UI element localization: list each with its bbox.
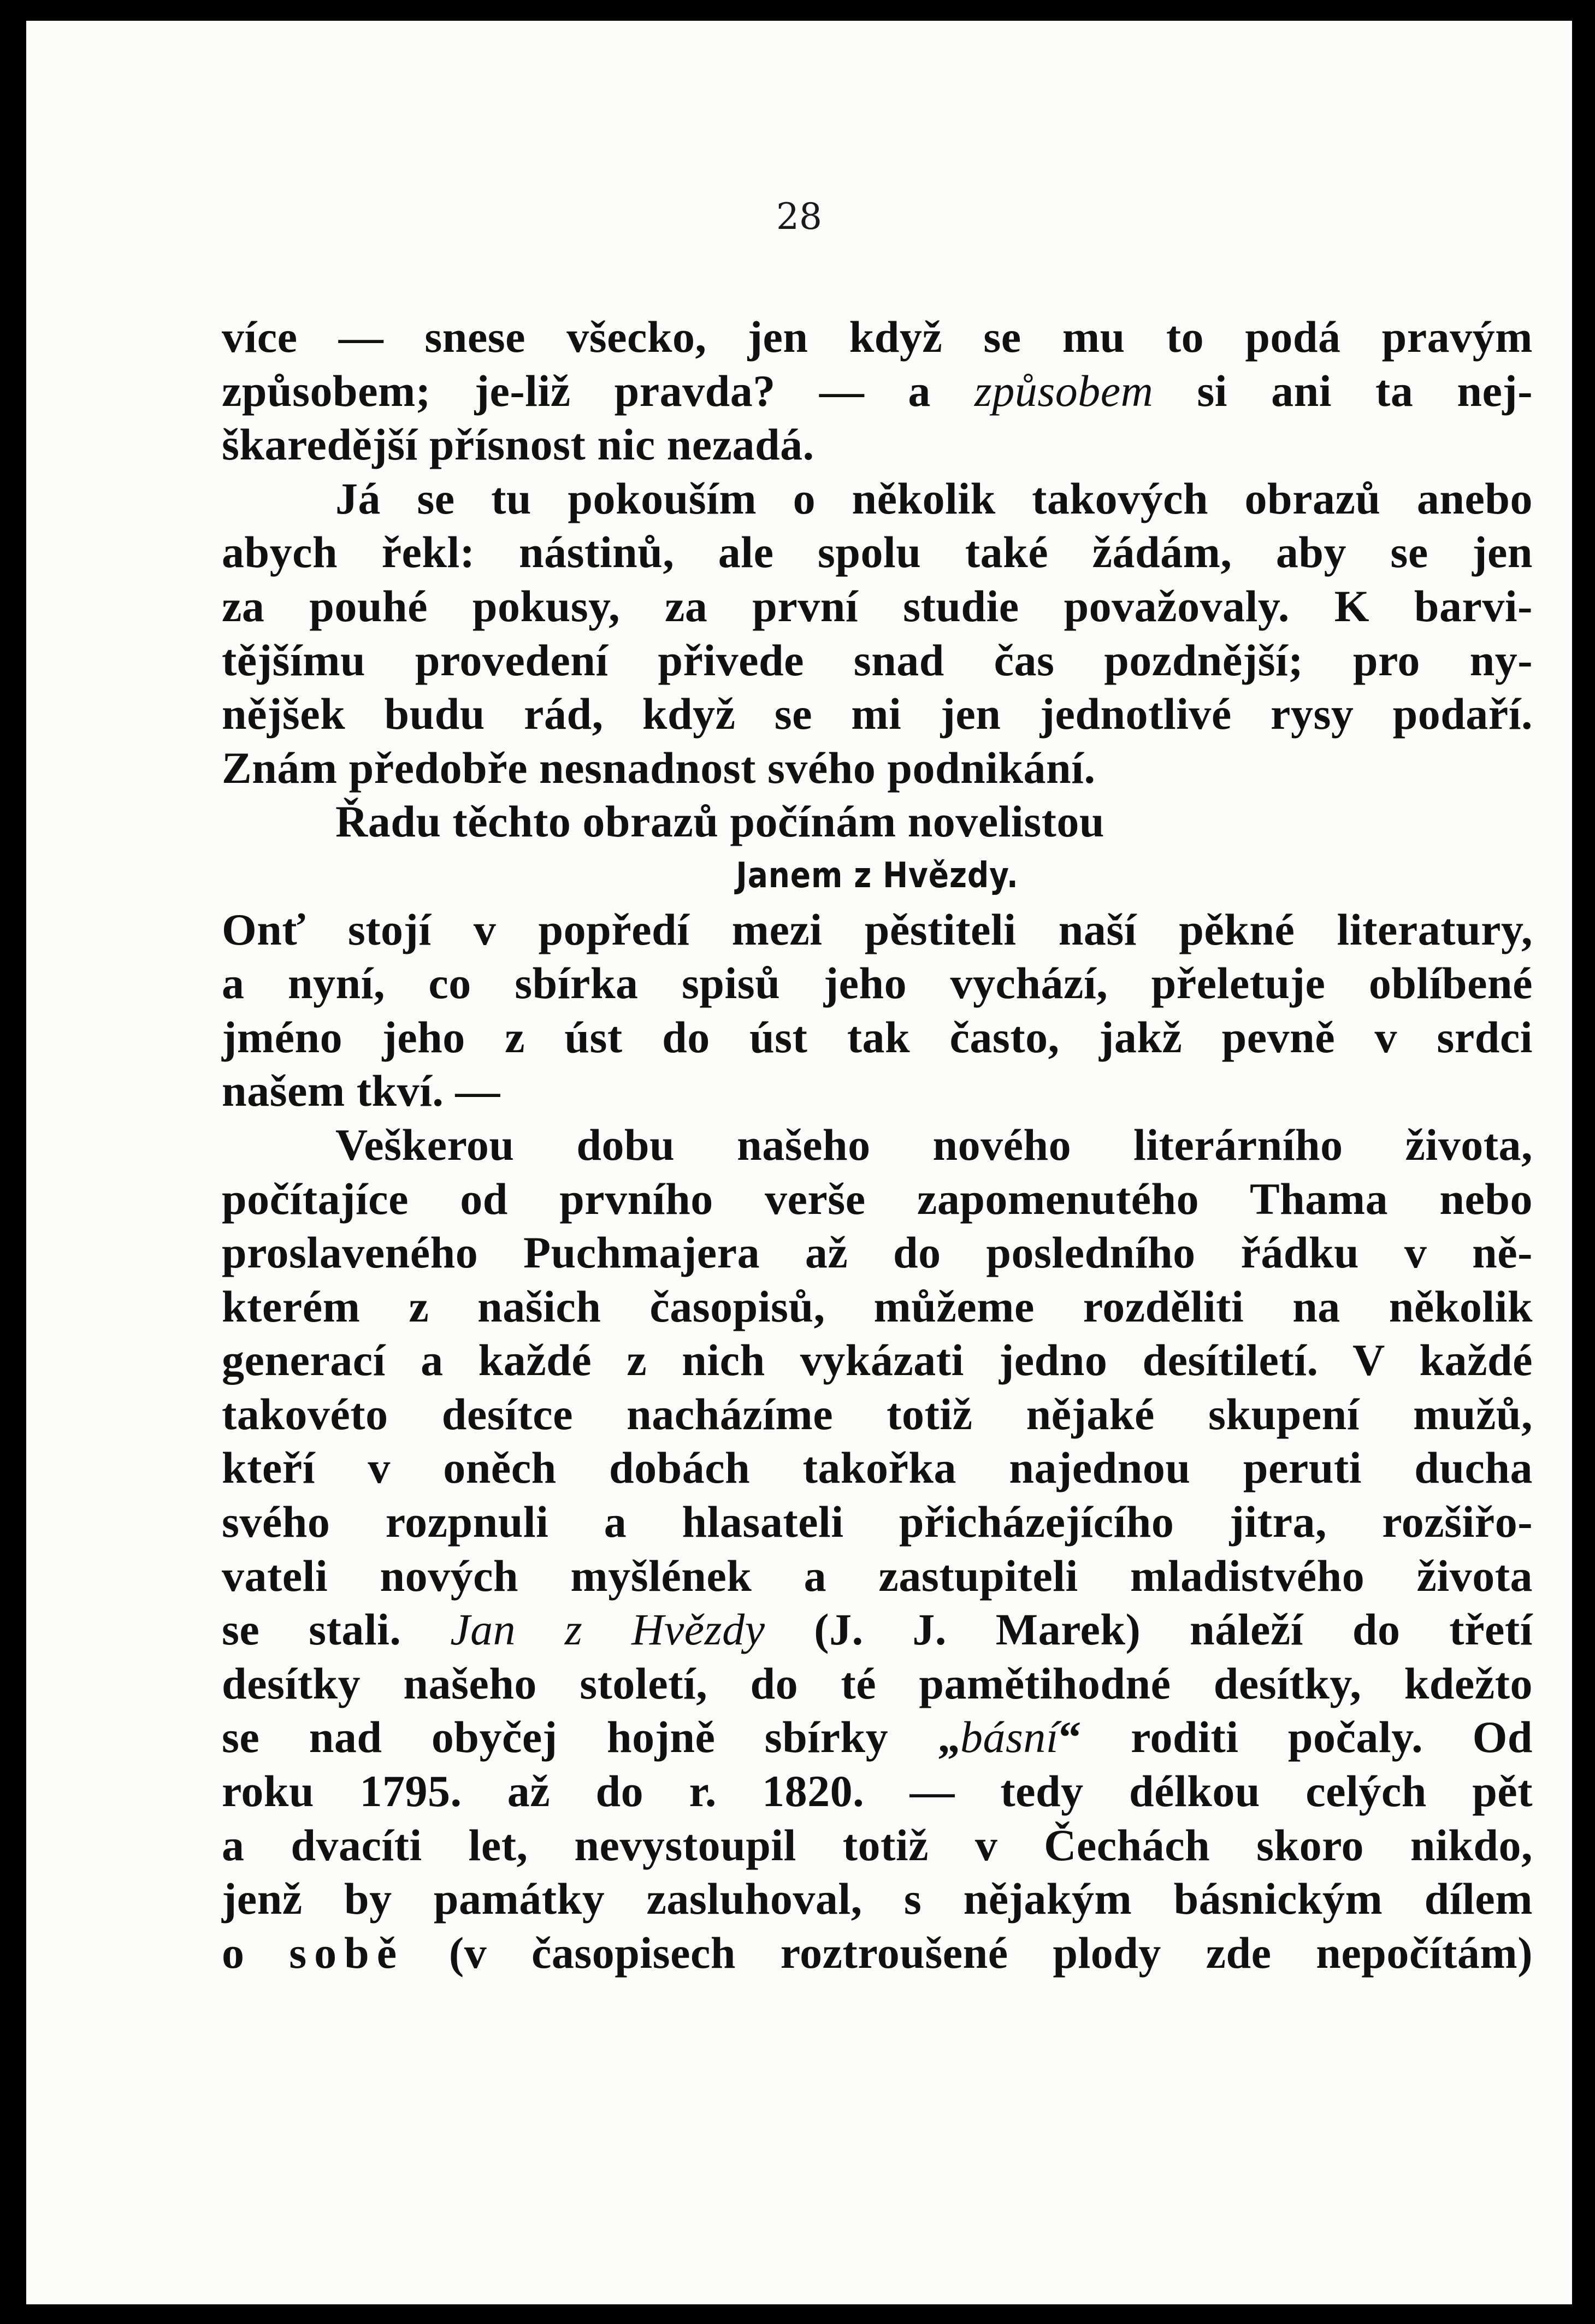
text-line: nějšek budu rád, když se mi jen jednotlivé rysy podaří. <box>222 689 1533 739</box>
text-line: počítajíce od prvního verše zapomenutého Thama nebo <box>222 1173 1533 1224</box>
text-line: kteří v oněch dobách takořka najednou peruti ducha <box>222 1443 1533 1493</box>
text-line <box>222 364 1533 418</box>
text-run: “ roditi počaly. Od <box>1059 1712 1533 1762</box>
text-run: způsobem; je-liž pravda? — a <box>222 365 974 416</box>
text-line: za pouhé pokusy, za první studie považovaly. K barvi- <box>222 581 1533 631</box>
italic-word: způsobem <box>974 365 1154 416</box>
page-number: 28 <box>776 196 822 238</box>
body-text <box>222 310 1533 1980</box>
text-line: proslaveného Puchmajera až do posledního řádku v ně- <box>222 1228 1533 1278</box>
text-run: (v časopisech roztroušené plody zde nepočítám) <box>404 1927 1533 1978</box>
text-line <box>222 1710 1533 1765</box>
text-line: roku 1795. až do r. 1820. — tedy délkou celých pět <box>222 1766 1533 1816</box>
text-line: jméno jeho z úst do úst tak často, jakž pevně v srdci <box>222 1012 1533 1062</box>
text-line: více — snese všecko, jen když se mu to podá pravým <box>222 312 1533 362</box>
text-line: abych řekl: nástinů, ale spolu také žádám, aby se jen <box>222 527 1533 577</box>
text-line <box>222 1603 1533 1657</box>
text-run: (J. J. Marek) náleží do třetí <box>765 1605 1533 1655</box>
text-run: si ani ta nej- <box>1153 365 1533 416</box>
text-run: se stali. <box>222 1605 451 1655</box>
text-line: Znám předobře nesnadnost svého podnikání. <box>222 742 1096 793</box>
text-run: o <box>222 1927 290 1978</box>
text-run: se nad obyčej hojně sbírky „ <box>222 1712 960 1762</box>
text-line: našem tkví. — <box>222 1066 500 1116</box>
text-line: takovéto desítce nacházíme totiž nějaké skupení mužů, <box>222 1389 1533 1439</box>
text-line: vateli nových myšlének a zastupiteli mladistvého života <box>222 1550 1533 1601</box>
text-line <box>222 1926 1533 1980</box>
text-line: a dvacíti let, nevystoupil totiž v Čechách skoro nikdo, <box>222 1820 1533 1870</box>
italic-name: Jan z Hvězdy <box>450 1605 765 1655</box>
text-line: Já se tu pokouším o několik takových obrazů anebo <box>335 473 1533 523</box>
spaced-word: sobě <box>289 1927 405 1978</box>
text-line: generací a každé z nich vykázati jedno desítiletí. V každé <box>222 1335 1533 1385</box>
section-heading: Janem z Hvězdy. <box>736 855 1019 896</box>
text-line: Řadu těchto obrazů počínám novelistou <box>335 797 1105 847</box>
text-line: svého rozpnuli a hlasateli přicházejícího jitra, rozšiřo- <box>222 1497 1533 1547</box>
text-line: desítky našeho století, do té pamětihodné desítky, kdežto <box>222 1658 1533 1708</box>
text-line: Onť stojí v popředí mezi pěstiteli naší pěkné literatury, <box>222 904 1533 954</box>
text-line: tějšímu provedení přivede snad čas pozdnější; pro ny- <box>222 635 1533 685</box>
text-line: Veškerou dobu našeho nového literárního života, <box>335 1119 1533 1170</box>
text-line: a nyní, co sbírka spisů jeho vychází, přeletuje oblíbené <box>222 958 1533 1008</box>
text-line: kterém z našich časopisů, můžeme rozděliti na několik <box>222 1281 1533 1331</box>
book-page <box>26 21 1572 2304</box>
italic-word: básní <box>960 1712 1059 1762</box>
text-line: jenž by památky zasluhoval, s nějakým básnickým dílem <box>222 1874 1533 1924</box>
text-line: škaredější přísnost nic nezadá. <box>222 420 814 470</box>
